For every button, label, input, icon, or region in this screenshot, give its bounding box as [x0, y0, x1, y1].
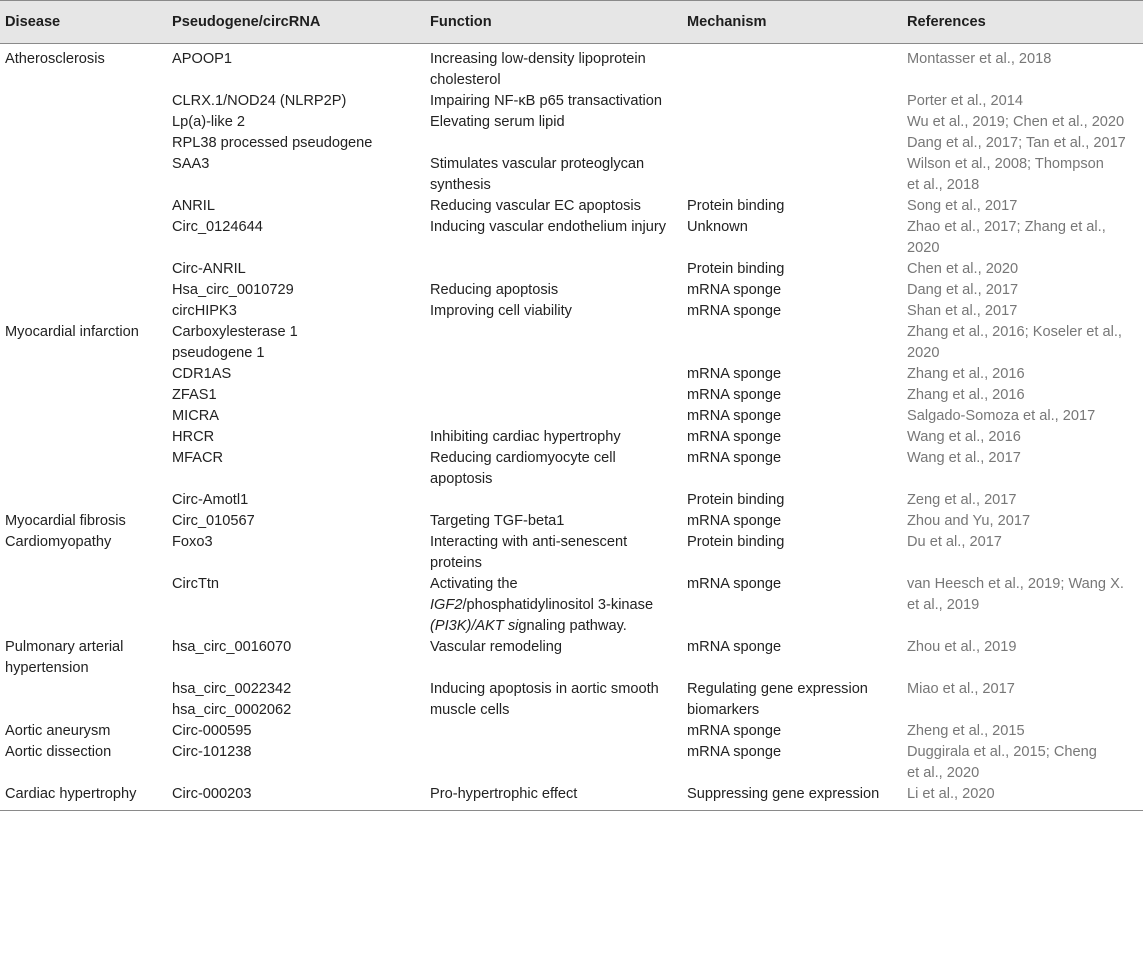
gene-cell — [167, 679, 425, 721]
mechanism-cell — [682, 679, 902, 721]
table-row — [0, 721, 1143, 742]
cell-line: IGF2/phosphatidylinositol 3-kinase — [430, 597, 654, 613]
disease-cell: Myocardial infarction — [5, 324, 139, 340]
cell-line: Reducing apoptosis — [430, 282, 559, 298]
cell-line: Dang et al., 2017; Tan et al., 2017 — [907, 135, 1126, 151]
table-row — [0, 364, 1143, 385]
cell-line: Unknown — [687, 219, 748, 235]
references-cell — [902, 44, 1143, 92]
function-cell — [425, 784, 682, 811]
cell-line: Suppressing gene expression — [687, 786, 880, 802]
cell-line: mRNA sponge — [687, 282, 782, 298]
mechanism-cell — [682, 280, 902, 301]
function-cell — [425, 112, 682, 133]
disease-cell — [0, 448, 167, 490]
cell-line: mRNA sponge — [687, 387, 782, 403]
cell-line: Montasser et al., 2018 — [907, 51, 1052, 67]
table-row — [0, 448, 1143, 490]
cell-line: Zhao et al., 2017; Zhang et al., — [907, 219, 1106, 235]
cell-line: Circ_0124644 — [172, 219, 263, 235]
cell-line: Circ-101238 — [172, 744, 252, 760]
cell-line: Foxo3 — [172, 534, 213, 550]
function-cell — [425, 133, 682, 154]
cell-line: mRNA sponge — [687, 576, 782, 592]
table-row — [0, 406, 1143, 427]
mechanism-cell — [682, 91, 902, 112]
function-cell — [425, 44, 682, 92]
table-row — [0, 532, 1143, 574]
disease-cell — [0, 574, 167, 637]
disease-cell — [0, 385, 167, 406]
disease-cell — [0, 196, 167, 217]
cell-line: Zhang et al., 2016; Koseler et al., — [907, 324, 1122, 340]
cell-line: Increasing low-density lipoprotein — [430, 51, 646, 67]
gene-cell — [167, 154, 425, 196]
function-cell — [425, 301, 682, 322]
mechanism-cell — [682, 196, 902, 217]
cell-line: mRNA sponge — [687, 303, 782, 319]
cell-line: Circ-Amotl1 — [172, 492, 249, 508]
references-cell — [902, 364, 1143, 385]
cell-line: et al., 2020 — [907, 765, 980, 781]
references-cell — [902, 133, 1143, 154]
table-row — [0, 574, 1143, 637]
gene-cell — [167, 385, 425, 406]
cell-line: Wang et al., 2017 — [907, 450, 1021, 466]
cell-line: hsa_circ_0002062 — [172, 702, 292, 718]
cell-line: Reducing cardiomyocyte cell — [430, 450, 616, 466]
references-cell — [902, 427, 1143, 448]
cell-line: MFACR — [172, 450, 224, 466]
disease-cell — [0, 679, 167, 721]
table-row — [0, 784, 1143, 811]
cell-line: hsa_circ_0016070 — [172, 639, 292, 655]
cell-line: Circ_010567 — [172, 513, 255, 529]
cell-line: cholesterol — [430, 72, 501, 88]
cell-line: Circ-ANRIL — [172, 261, 246, 277]
mechanism-cell — [682, 364, 902, 385]
cell-line: Chen et al., 2020 — [907, 261, 1019, 277]
function-cell — [425, 742, 682, 784]
gene-cell — [167, 490, 425, 511]
header-disease: Disease — [0, 1, 167, 44]
gene-cell — [167, 280, 425, 301]
function-cell — [425, 490, 682, 511]
mechanism-cell — [682, 44, 902, 92]
function-cell — [425, 679, 682, 721]
references-cell — [902, 301, 1143, 322]
gene-cell — [167, 322, 425, 364]
references-cell — [902, 280, 1143, 301]
header-row — [0, 1, 1143, 44]
cell-line: mRNA sponge — [687, 450, 782, 466]
cell-line: CDR1AS — [172, 366, 232, 382]
function-cell — [425, 532, 682, 574]
table-row — [0, 301, 1143, 322]
mechanism-cell — [682, 322, 902, 364]
mechanism-cell — [682, 574, 902, 637]
gene-cell — [167, 721, 425, 742]
mechanism-cell — [682, 784, 902, 811]
mechanism-cell — [682, 721, 902, 742]
references-cell — [902, 91, 1143, 112]
mechanism-cell — [682, 112, 902, 133]
table-row — [0, 259, 1143, 280]
table-row — [0, 280, 1143, 301]
table-row — [0, 133, 1143, 154]
disease-cell: Myocardial fibrosis — [5, 513, 126, 529]
cell-line: pseudogene 1 — [172, 345, 265, 361]
function-cell — [425, 364, 682, 385]
gene-cell — [167, 301, 425, 322]
references-cell — [902, 406, 1143, 427]
cell-line: Zhou and Yu, 2017 — [907, 513, 1031, 529]
cell-line: Improving cell viability — [430, 303, 572, 319]
disease-cell — [0, 301, 167, 322]
mechanism-cell — [682, 385, 902, 406]
disease-cell — [0, 112, 167, 133]
function-cell — [425, 637, 682, 679]
cell-line: Wu et al., 2019; Chen et al., 2020 — [907, 114, 1125, 130]
cell-line: mRNA sponge — [687, 639, 782, 655]
table-row — [0, 217, 1143, 259]
function-cell — [425, 196, 682, 217]
cell-line: Duggirala et al., 2015; Cheng — [907, 744, 1097, 760]
disease-cell: Cardiomyopathy — [5, 534, 112, 550]
table-body — [0, 44, 1143, 811]
gene-cell — [167, 133, 425, 154]
mechanism-cell — [682, 427, 902, 448]
gene-cell — [167, 196, 425, 217]
gene-cell — [167, 511, 425, 532]
function-cell — [425, 91, 682, 112]
references-cell — [902, 574, 1143, 637]
cell-line: Wang et al., 2016 — [907, 429, 1021, 445]
cell-line: Elevating serum lipid — [430, 114, 565, 130]
cell-line: Inhibiting cardiac hypertrophy — [430, 429, 621, 445]
cell-line: Activating the — [430, 576, 518, 592]
gene-cell — [167, 574, 425, 637]
function-cell — [425, 217, 682, 259]
function-cell — [425, 406, 682, 427]
table-row — [0, 742, 1143, 784]
function-cell — [425, 259, 682, 280]
header-function: Function — [425, 1, 682, 44]
table-row — [0, 196, 1143, 217]
gene-cell — [167, 406, 425, 427]
disease-cell: Aortic aneurysm — [5, 723, 111, 739]
cell-line: 2020 — [907, 240, 940, 256]
cell-line: mRNA sponge — [687, 408, 782, 424]
function-cell — [425, 721, 682, 742]
table-row — [0, 322, 1143, 364]
references-cell — [902, 511, 1143, 532]
cell-line: Protein binding — [687, 198, 785, 214]
cell-line: mRNA sponge — [687, 429, 782, 445]
cell-line: Reducing vascular EC apoptosis — [430, 198, 641, 214]
cell-line: proteins — [430, 555, 482, 571]
function-cell — [425, 574, 682, 637]
cell-line: Vascular remodeling — [430, 639, 562, 655]
gene-cell — [167, 742, 425, 784]
references-cell — [902, 532, 1143, 574]
cell-line: et al., 2019 — [907, 597, 980, 613]
table-row — [0, 679, 1143, 721]
cell-line: biomarkers — [687, 702, 760, 718]
cell-line: Zheng et al., 2015 — [907, 723, 1025, 739]
function-cell — [425, 511, 682, 532]
cell-line: Li et al., 2020 — [907, 786, 995, 802]
cell-line: mRNA sponge — [687, 366, 782, 382]
mechanism-cell — [682, 637, 902, 679]
disease-cell — [0, 133, 167, 154]
cell-line: synthesis — [430, 177, 491, 193]
function-cell — [425, 322, 682, 364]
cell-line: MICRA — [172, 408, 220, 424]
table-row — [0, 91, 1143, 112]
cell-line: Porter et al., 2014 — [907, 93, 1024, 109]
mechanism-cell — [682, 259, 902, 280]
disease-cell: Cardiac hypertrophy — [0, 784, 167, 811]
disease-cell — [0, 154, 167, 196]
cell-line: circHIPK3 — [172, 303, 237, 319]
cell-line: CircTtn — [172, 576, 220, 592]
gene-cell — [167, 91, 425, 112]
table-row — [0, 44, 1143, 92]
disease-cell — [0, 280, 167, 301]
gene-cell — [167, 217, 425, 259]
gene-cell — [167, 259, 425, 280]
references-cell — [902, 259, 1143, 280]
cell-line: Impairing NF-κB p65 transactivation — [430, 93, 662, 109]
function-cell — [425, 385, 682, 406]
gene-cell — [167, 44, 425, 92]
disease-cell — [0, 490, 167, 511]
cell-line: Circ-000203 — [172, 786, 252, 802]
cell-line: SAA3 — [172, 156, 210, 172]
cell-line: ZFAS1 — [172, 387, 217, 403]
cell-line: Pro-hypertrophic effect — [430, 786, 578, 802]
references-cell — [902, 637, 1143, 679]
cell-line: et al., 2018 — [907, 177, 980, 193]
table-row — [0, 427, 1143, 448]
gene-cell — [167, 112, 425, 133]
cell-line: Inducing apoptosis in aortic smooth — [430, 681, 659, 697]
references-cell — [902, 742, 1143, 784]
cell-line: Zhou et al., 2019 — [907, 639, 1017, 655]
cell-line: Carboxylesterase 1 — [172, 324, 298, 340]
disease-cell: Atherosclerosis — [5, 51, 105, 67]
disease-cell — [0, 259, 167, 280]
references-cell — [902, 322, 1143, 364]
references-cell — [902, 490, 1143, 511]
references-cell — [902, 217, 1143, 259]
disease-cell: Pulmonary arterial hypertension — [5, 639, 124, 676]
mechanism-cell — [682, 448, 902, 490]
cell-line: muscle cells — [430, 702, 510, 718]
cell-line: hsa_circ_0022342 — [172, 681, 292, 697]
cell-line: APOOP1 — [172, 51, 233, 67]
references-cell — [902, 112, 1143, 133]
gene-cell — [167, 364, 425, 385]
gene-cell — [167, 784, 425, 811]
mechanism-cell — [682, 133, 902, 154]
cell-line: Salgado-Somoza et al., 2017 — [907, 408, 1096, 424]
table-row — [0, 154, 1143, 196]
references-cell — [902, 679, 1143, 721]
cell-line: apoptosis — [430, 471, 493, 487]
references-cell — [902, 385, 1143, 406]
cell-line: 2020 — [907, 345, 940, 361]
disease-cell — [0, 406, 167, 427]
mechanism-cell — [682, 406, 902, 427]
function-cell — [425, 448, 682, 490]
cell-line: Interacting with anti-senescent — [430, 534, 628, 550]
cell-line: Zeng et al., 2017 — [907, 492, 1017, 508]
cell-line: Regulating gene expression — [687, 681, 868, 697]
cell-line: mRNA sponge — [687, 723, 782, 739]
cell-line: Shan et al., 2017 — [907, 303, 1018, 319]
disease-cell — [0, 217, 167, 259]
cell-line: van Heesch et al., 2019; Wang X. — [907, 576, 1124, 592]
cell-line: (PI3K)/AKT signaling pathway. — [430, 618, 627, 634]
cell-line: ANRIL — [172, 198, 215, 214]
cell-line: Protein binding — [687, 534, 785, 550]
cell-line: RPL38 processed pseudogene — [172, 135, 373, 151]
cell-line: CLRX.1/NOD24 (NLRP2P) — [172, 93, 347, 109]
cell-line: mRNA sponge — [687, 513, 782, 529]
header-references: References — [902, 1, 1143, 44]
table-row — [0, 112, 1143, 133]
header-mechanism: Mechanism — [682, 1, 902, 44]
mechanism-cell — [682, 511, 902, 532]
cell-line: Du et al., 2017 — [907, 534, 1002, 550]
function-cell — [425, 154, 682, 196]
table-row — [0, 637, 1143, 679]
table-row — [0, 490, 1143, 511]
cell-line: Miao et al., 2017 — [907, 681, 1015, 697]
cell-line: Zhang et al., 2016 — [907, 387, 1025, 403]
cell-line: Dang et al., 2017 — [907, 282, 1019, 298]
references-cell — [902, 721, 1143, 742]
gene-cell — [167, 427, 425, 448]
cell-line: Wilson et al., 2008; Thompson — [907, 156, 1104, 172]
cell-line: Stimulates vascular proteoglycan — [430, 156, 645, 172]
cell-line: mRNA sponge — [687, 744, 782, 760]
mechanism-cell — [682, 301, 902, 322]
table-header — [0, 1, 1143, 44]
references-cell — [902, 196, 1143, 217]
function-cell — [425, 427, 682, 448]
mechanism-cell — [682, 490, 902, 511]
disease-cell — [0, 91, 167, 112]
cell-line: Circ-000595 — [172, 723, 252, 739]
references-cell — [902, 154, 1143, 196]
header-pseudogene-circrna: Pseudogene/circRNA — [167, 1, 425, 44]
references-cell — [902, 448, 1143, 490]
cell-line: Zhang et al., 2016 — [907, 366, 1025, 382]
cell-line: Song et al., 2017 — [907, 198, 1018, 214]
table-row — [0, 385, 1143, 406]
mechanism-cell — [682, 217, 902, 259]
disease-cell — [0, 364, 167, 385]
cell-line: Hsa_circ_0010729 — [172, 282, 294, 298]
cell-line: Inducing vascular endothelium injury — [430, 219, 667, 235]
gene-cell — [167, 532, 425, 574]
disease-cell — [0, 427, 167, 448]
cell-line: Protein binding — [687, 492, 785, 508]
function-cell — [425, 280, 682, 301]
cell-line: Protein binding — [687, 261, 785, 277]
disease-cell: Aortic dissection — [5, 744, 112, 760]
cell-line: HRCR — [172, 429, 215, 445]
mechanism-cell — [682, 742, 902, 784]
cell-line: Lp(a)-like 2 — [172, 114, 245, 130]
mechanism-cell — [682, 154, 902, 196]
gene-cell — [167, 637, 425, 679]
gene-cell — [167, 448, 425, 490]
mechanism-cell — [682, 532, 902, 574]
references-cell — [902, 784, 1143, 811]
table-row — [0, 511, 1143, 532]
cell-line: Targeting TGF-beta1 — [430, 513, 565, 529]
